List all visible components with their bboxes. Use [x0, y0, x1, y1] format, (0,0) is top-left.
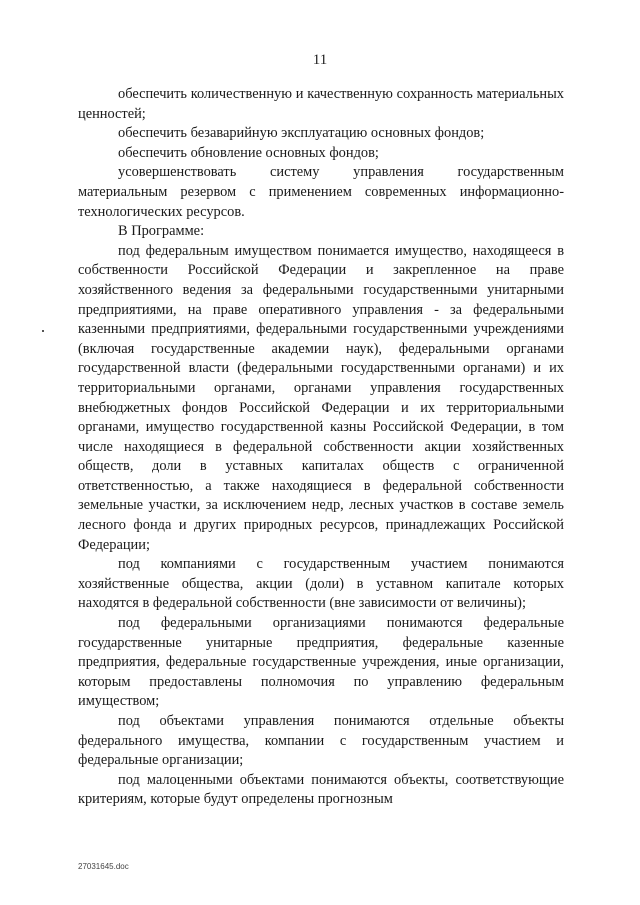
paragraph: под малоценными объектами понимаются объекты, соответствующие критериям, которые будут определены прогнозным: [78, 771, 564, 808]
margin-mark: [42, 330, 44, 332]
paragraph: под федеральным имуществом понимается имущество, находящееся в собственности Российской Федерации и закрепленное на праве хозяйственного ведения за федеральными государственными унитарными предприятиями, на праве оперативного управления - за федеральными казенными предприятиями, федеральными государственными учреждениями (включая государственные академии наук), федеральными органами государственной власти (федеральными государственными органами) и их территориальными органами, органами управления государственных внебюджетных фондов Российской Федерации и их территориальными органами, имущество государственной казны Российской Федерации, в том числе находящиеся в федеральной собственности акции хозяйственных обществ, доли в уставных капиталах обществ с ограниченной ответственностью, а также находящиеся в федеральной собственности земельные участки, за исключением недр, лесных участков в составе земель лесного фонда и других природных ресурсов, принадлежащих Российской Федерации;: [78, 242, 564, 553]
paragraph: под компаниями с государственным участием понимаются хозяйственные общества, акции (доли) в уставном капитале которых находятся в федеральной собственности (вне зависимости от величины);: [78, 556, 564, 612]
paragraph: под объектами управления понимаются отдельные объекты федерального имущества, компании с государственным участием и федеральные организации;: [78, 713, 564, 769]
paragraph: обеспечить количественную и качественную сохранность материальных ценностей;: [78, 86, 564, 122]
paragraph: обеспечить обновление основных фондов;: [118, 144, 379, 161]
paragraph: обеспечить безаварийную эксплуатацию основных фондов;: [118, 125, 485, 142]
page-number: 11: [312, 52, 328, 68]
paragraph: под федеральными организациями понимаются федеральные государственные унитарные предприятия, федеральные казенные предприятия, федеральные государственные учреждения, иные организации, которым предоставлены полномочия по управлению федеральным имуществом;: [78, 615, 564, 710]
document-body: [78, 85, 564, 810]
paragraph: В Программе:: [118, 223, 205, 240]
paragraph: усовершенствовать систему управления государственным материальным резервом с применением современных информационно-технологических ресурсов.: [78, 164, 564, 220]
footer-doc-code: 27031645.doc: [78, 862, 129, 871]
